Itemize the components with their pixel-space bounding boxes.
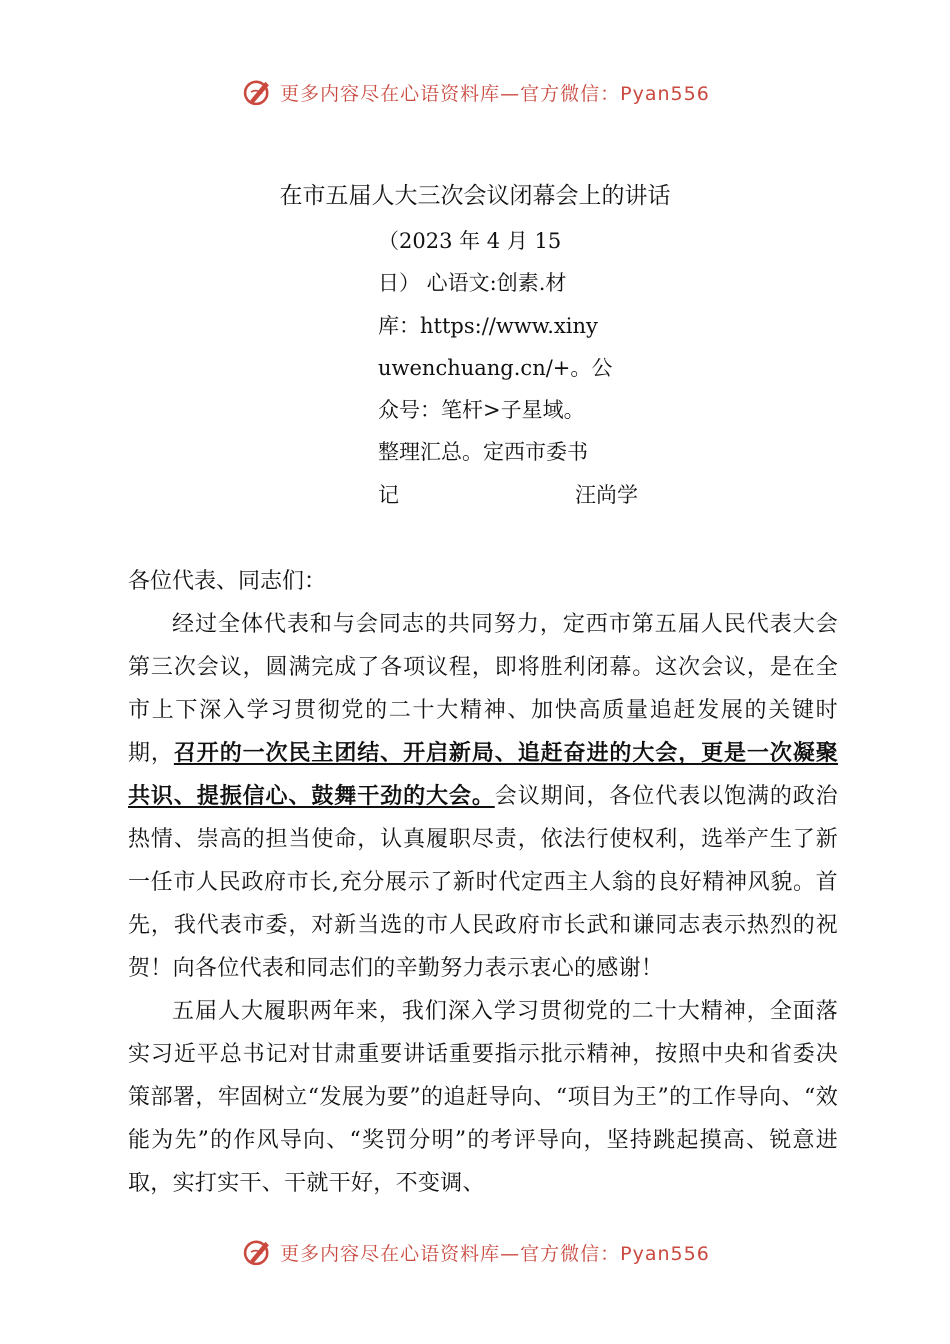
subtitle-line: uwenchuang.cn/+。公	[378, 355, 613, 380]
pen-logo-icon	[240, 1235, 274, 1269]
subtitle-author-name: 汪尚学	[575, 482, 638, 507]
subtitle-line: 日） 心语文:创素.材	[378, 271, 567, 296]
paragraph-text: 会议期间，各位代表以饱满的政治热情、崇高的担当使命，认真履职尽责，依法行使权利，选举产生了新一任市人民政府市长,充分展示了新时代定西主人翁的良好精神风貌。首先，我代表市委，对新当选的市人民政府市长武和谦同志表示热烈的祝贺！向各位代表和同志们的辛勤努力表示衷心的感谢！	[128, 784, 838, 981]
paragraph: 五届人大履职两年来，我们深入学习贯彻党的二十大精神，全面落实习近平总书记对甘肃重要讲话重要指示批示精神，按照中央和省委决策部署，牢固树立“发展为要”的追赶导向、“项目为王”的工作导向、“效能为先”的作风导向、“奖罚分明”的考评导向，坚持跳起摸高、锐意进取，实打实干、干就干好，不变调、	[128, 999, 838, 1196]
page-title: 在市五届人大三次会议闭幕会上的讲话	[279, 183, 671, 209]
header-banner	[0, 72, 950, 112]
subtitle-author-line	[378, 474, 638, 516]
pen-logo-icon	[240, 75, 274, 109]
subtitle-author-role: 记	[378, 482, 399, 507]
paragraph	[128, 603, 838, 990]
body-text	[128, 560, 838, 1205]
subtitle-line: 整理汇总。定西市委书	[378, 440, 588, 465]
subtitle-block	[378, 220, 638, 516]
footer-banner	[0, 1232, 950, 1272]
highlighted-text: 召开的一次民主团结、开启新局、追赶奋进的大会，更是一次凝聚共识、提振信心、鼓舞干劲的大会。	[128, 741, 839, 809]
salutation: 各位代表、同志们：	[128, 569, 327, 594]
banner-text: 更多内容尽在心语资料库—官方微信：Pyan556	[280, 82, 710, 105]
banner-text: 更多内容尽在心语资料库—官方微信：Pyan556	[280, 1242, 710, 1265]
subtitle-line: （2023 年 4 月 15	[378, 229, 562, 253]
paragraph-text: 经过全体代表和与会同志的共同努力，定西市第五届人民代表大会第三次会议，圆满完成了各项议程，即将胜利闭幕。这次会议，是在全市上下深入学习贯彻党的二十大精神、加快高质量追赶发展的关键时期，	[128, 612, 838, 766]
subtitle-line: 众号：笔杆>子星域。	[378, 398, 585, 423]
subtitle-line: 库：https://www.xiny	[378, 313, 598, 338]
